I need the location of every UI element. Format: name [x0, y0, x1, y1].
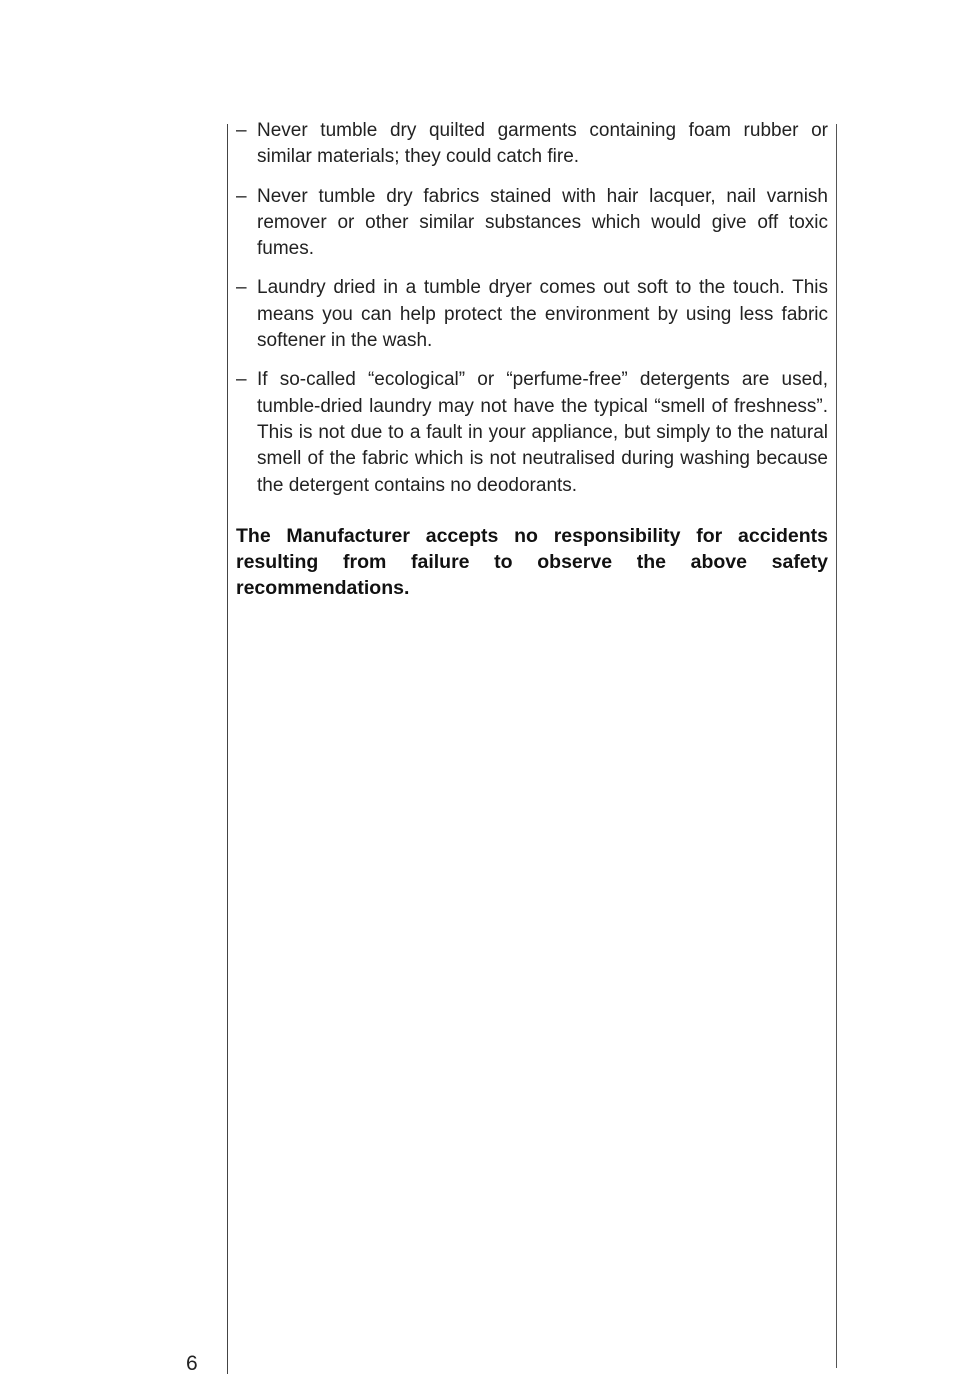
bullet-text: Laundry dried in a tumble dryer comes out soft to the touch. This means you can help protect the environment by using less fabric softener in the wash. — [257, 277, 828, 352]
bullet-text: Never tumble dry fabrics stained with hair lacquer, nail varnish remover or other similar substances which would give off toxic fumes. — [257, 185, 828, 260]
list-item — [236, 367, 828, 498]
bullet-dash: – — [236, 277, 247, 299]
left-margin-rule — [227, 124, 228, 1374]
bullet-text: Never tumble dry quilted garments containing foam rubber or similar materials; they could catch fire. — [257, 120, 828, 168]
list-item — [236, 184, 828, 263]
right-margin-rule — [836, 124, 837, 1368]
manufacturer-disclaimer: The Manufacturer accepts no responsibility for accidents resulting from failure to observe the above safety recommendations. — [236, 524, 828, 600]
list-item — [236, 275, 828, 354]
bullet-dash: – — [236, 120, 247, 141]
page-content — [236, 118, 828, 621]
bullet-dash: – — [236, 369, 247, 391]
page-number: 6 — [186, 1352, 198, 1375]
bullet-dash: – — [236, 185, 247, 207]
safety-bullet-list — [236, 118, 828, 499]
list-item — [236, 118, 828, 171]
bullet-text: If so-called “ecological” or “perfume-free” detergents are used, tumble-dried laundry may not have the typical “smell of freshness”. This is not due to a fault in your appliance, but simply to the natural smell of the fabric which is not neutralised during washing because the detergent contains no deodorants. — [257, 369, 828, 496]
